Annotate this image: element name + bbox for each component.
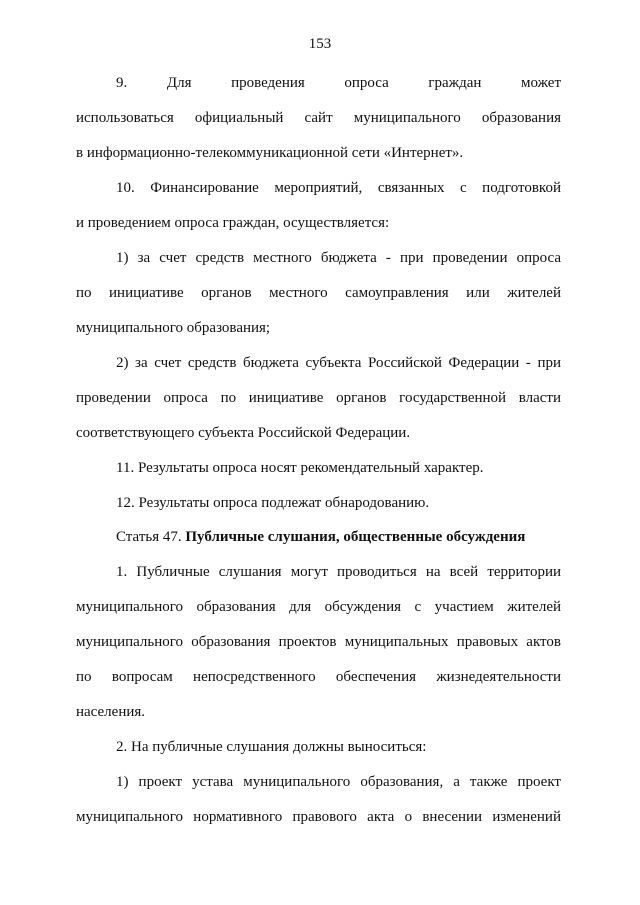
paragraph-line: 2) за счет средств бюджета субъекта Российской Федерации - при	[116, 355, 561, 371]
page-number: 153	[308, 36, 332, 52]
paragraph-line: муниципального образования;	[76, 320, 271, 336]
paragraph-line: 1. Публичные слушания могут проводиться на всей территории	[116, 564, 561, 580]
paragraph-line: проведении опроса по инициативе органов государственной власти	[76, 390, 561, 406]
paragraph-line: 12. Результаты опроса подлежат обнародованию.	[116, 495, 430, 511]
paragraph-line: по вопросам непосредственного обеспечения жизнедеятельности	[76, 669, 561, 685]
paragraph-line: населения.	[76, 704, 146, 720]
article-number: Статья 47.	[116, 529, 182, 545]
paragraph-line: 2. На публичные слушания должны выноситься:	[116, 739, 427, 755]
paragraph-line: 9. Для проведения опроса граждан может	[116, 75, 561, 91]
paragraph-line: 1) за счет средств местного бюджета - при проведении опроса	[116, 250, 561, 266]
paragraph-line: 10. Финансирование мероприятий, связанных с подготовкой	[116, 180, 561, 196]
paragraph-line: использоваться официальный сайт муниципального образования	[76, 110, 561, 126]
paragraph-line: по инициативе органов местного самоуправления или жителей	[76, 285, 561, 301]
paragraph-line: 1) проект устава муниципального образования, а также проект	[116, 774, 561, 790]
article-heading	[116, 527, 561, 547]
paragraph-line: муниципального нормативного правового акта о внесении изменений	[76, 809, 561, 825]
paragraph-line: муниципального образования для обсуждения с участием жителей	[76, 599, 561, 615]
paragraph-line: муниципального образования проектов муниципальных правовых актов	[76, 634, 561, 650]
paragraph-line: в информационно-телекоммуникационной сети «Интернет».	[76, 145, 464, 161]
paragraph-line: 11. Результаты опроса носят рекомендательный характер.	[116, 460, 484, 476]
paragraph-line: соответствующего субъекта Российской Федерации.	[76, 425, 411, 441]
article-title: Публичные слушания, общественные обсуждения	[185, 529, 526, 545]
paragraph-line: и проведением опроса граждан, осуществляется:	[76, 215, 390, 231]
